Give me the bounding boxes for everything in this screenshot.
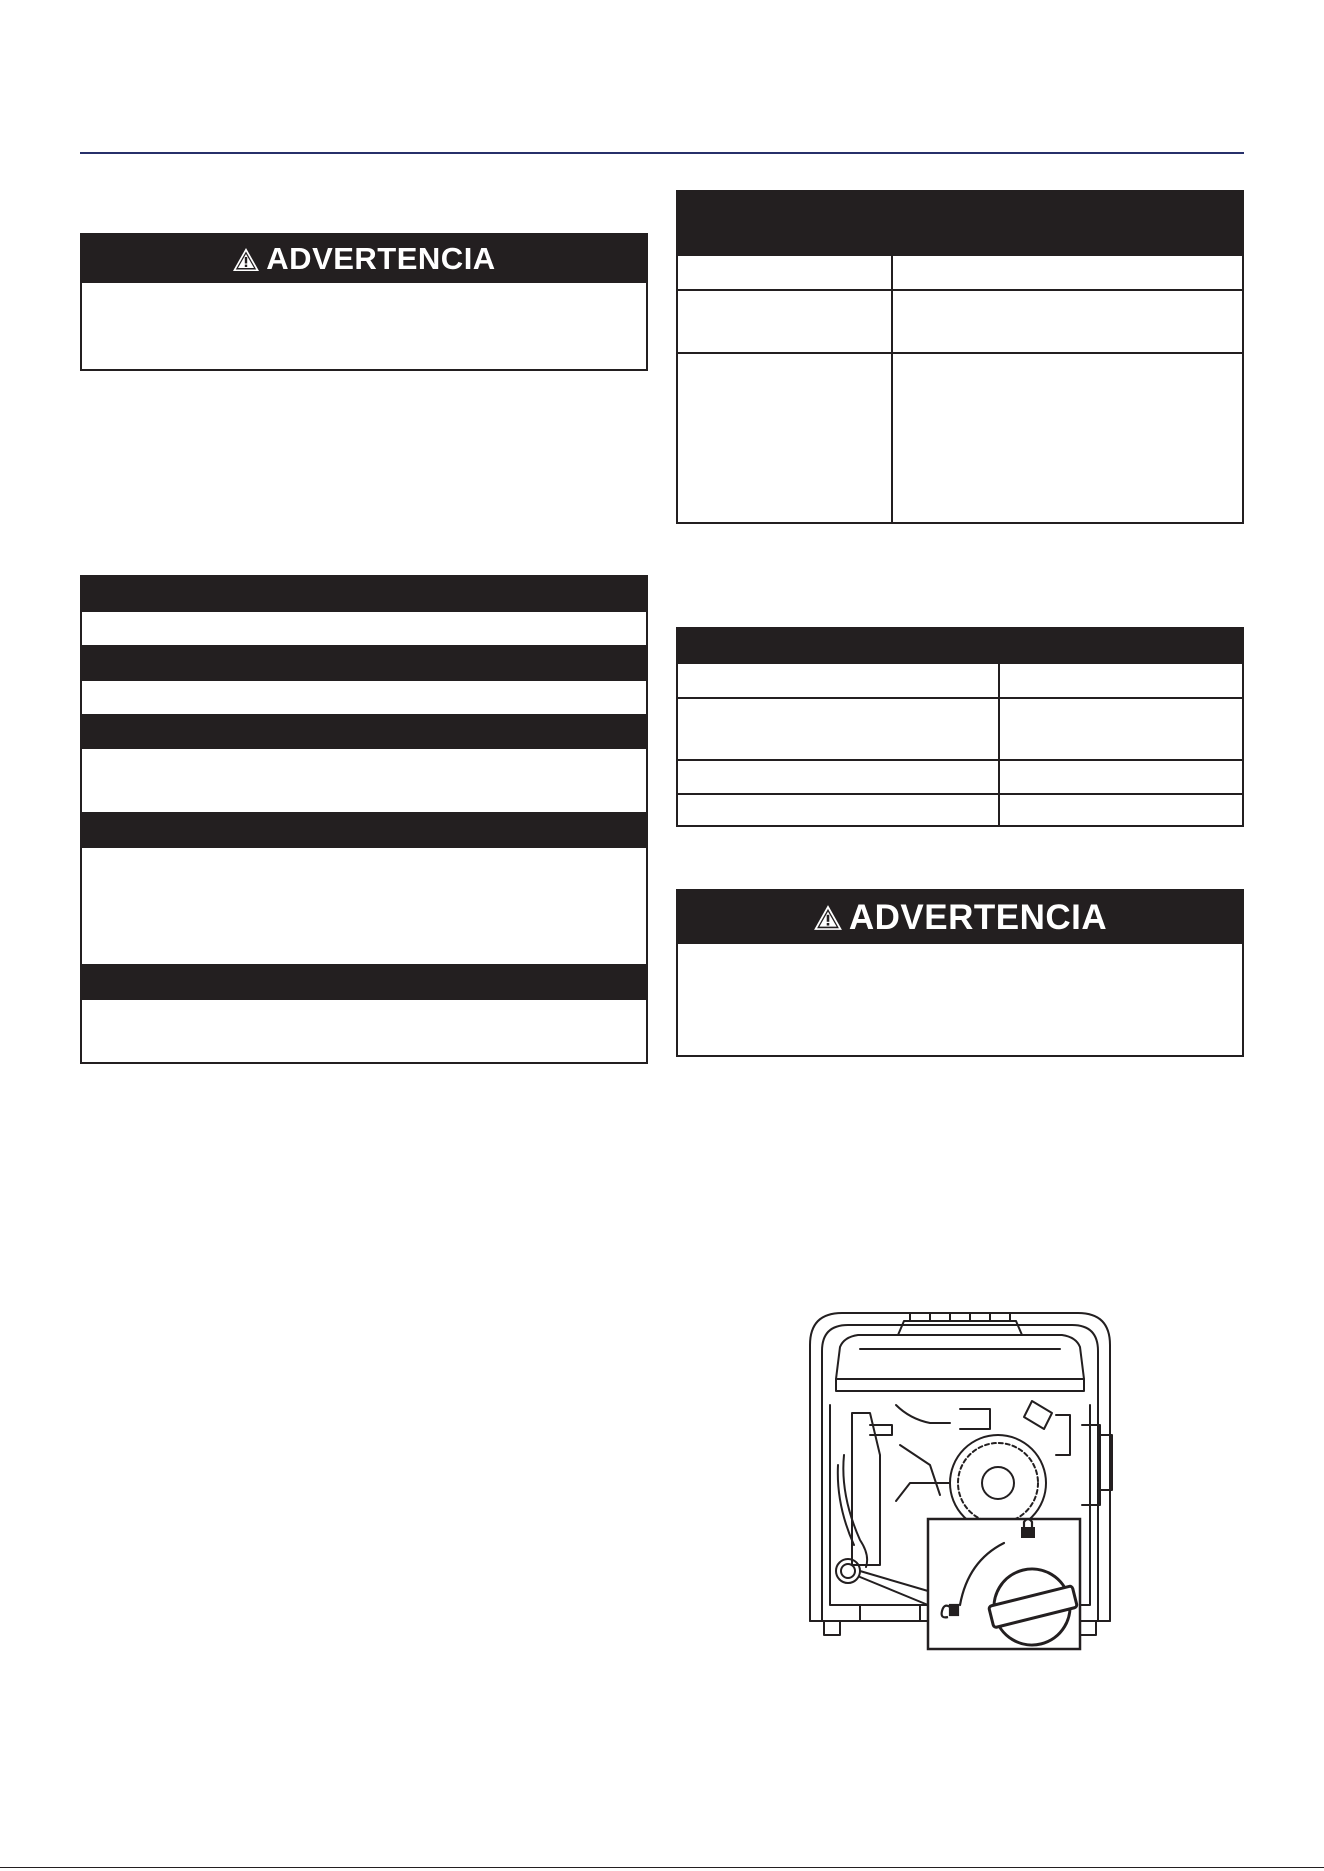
left-table-row-4 (82, 848, 646, 964)
warning-header-bottom (678, 891, 1242, 944)
warning-header-top (82, 235, 646, 283)
right-table-top-header (678, 192, 1242, 256)
left-table-row-5 (82, 1000, 646, 1062)
warning-box-bottom (676, 889, 1244, 1057)
left-table-header-2 (82, 645, 646, 681)
left-table-row-3 (82, 749, 646, 812)
left-table-header-5 (82, 964, 646, 1000)
right-table-top-row-2 (678, 289, 1242, 352)
right-table-top-row-3 (678, 352, 1242, 522)
warning-triangle-icon (813, 904, 843, 931)
warning-box-top (80, 233, 648, 371)
footer-line (0, 1867, 1324, 1868)
left-table-header-4 (82, 812, 646, 848)
warning-title-top: ADVERTENCIA (266, 241, 496, 276)
generator-fuel-valve-illustration (800, 1305, 1145, 1655)
right-table-bottom-row-2 (678, 697, 1242, 759)
right-table-top (676, 190, 1244, 524)
right-table-bottom-row-1 (678, 664, 1242, 697)
left-table-header-3 (82, 714, 646, 749)
right-table-bottom (676, 627, 1244, 827)
warning-triangle-icon (232, 247, 260, 272)
left-table-row-2 (82, 681, 646, 714)
left-table-header-1 (82, 577, 646, 612)
right-table-bottom-row-3 (678, 759, 1242, 793)
left-table (80, 575, 648, 1064)
warning-title-bottom: ADVERTENCIA (848, 897, 1108, 937)
left-table-row-1 (82, 612, 646, 645)
right-table-bottom-row-4 (678, 793, 1242, 825)
header-rule (80, 152, 1244, 154)
right-table-bottom-header (678, 629, 1242, 664)
right-table-top-row-1 (678, 256, 1242, 289)
